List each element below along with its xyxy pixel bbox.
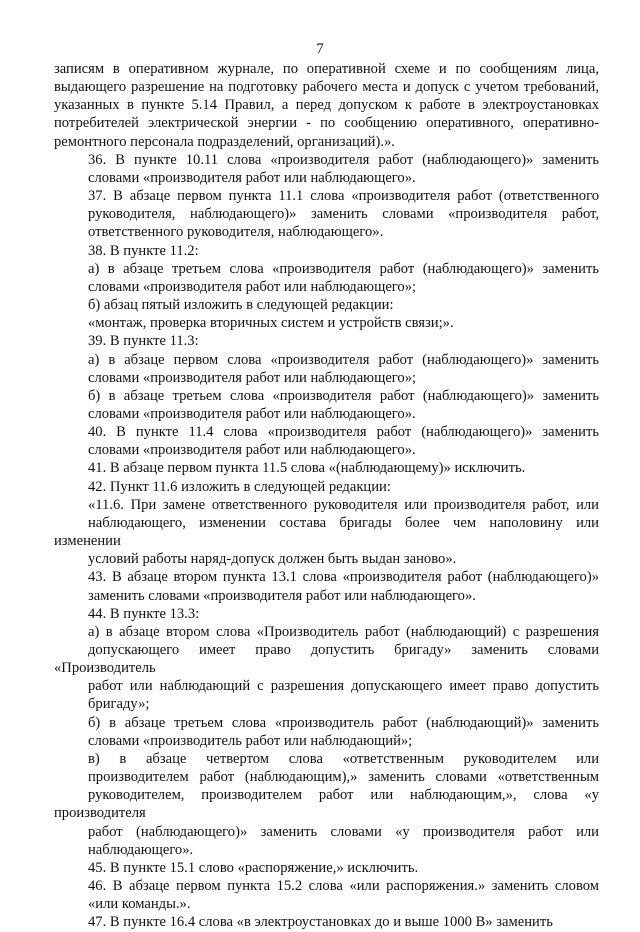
text-line: 43. В абзаце втором пункта 13.1 слова «производителя работ (наблюдающего)» bbox=[88, 569, 599, 586]
document-body bbox=[54, 60, 599, 932]
text-line: условий работы наряд-допуск должен быть выдан заново». bbox=[88, 551, 457, 568]
paragraph bbox=[54, 314, 599, 332]
paragraph bbox=[54, 459, 599, 477]
paragraph bbox=[54, 859, 599, 877]
text-line: записям в оперативном журнале, по оперативной схеме и по сообщениям лица, bbox=[54, 61, 599, 77]
text-line: наблюдающего, изменении состава бригады более чем наполовину или изменении bbox=[54, 514, 599, 550]
text-line: словами «производитель работ или наблюдающий»; bbox=[88, 732, 413, 749]
text-line: 37. В абзаце первом пункта 11.1 слова «производителя работ (ответственного bbox=[88, 188, 599, 205]
paragraph bbox=[54, 187, 599, 241]
text-line: а) в абзаце третьем слова «производителя работ (наблюдающего)» заменить bbox=[88, 260, 599, 277]
paragraph bbox=[54, 623, 599, 714]
text-line: заменить словами «производителя работ или наблюдающего». bbox=[88, 587, 476, 604]
text-line: бригаду»; bbox=[88, 696, 150, 713]
text-line: руководителя, наблюдающего)» заменить словами «производителя работ, bbox=[88, 206, 599, 223]
text-line: словами «производителя работ или наблюдающего». bbox=[88, 169, 416, 186]
paragraph bbox=[54, 387, 599, 423]
paragraph bbox=[54, 913, 599, 931]
paragraph bbox=[54, 496, 599, 569]
text-line: словами «производителя работ или наблюдающего»; bbox=[88, 369, 417, 386]
text-line: а) в абзаце первом слова «производителя работ (наблюдающего)» заменить bbox=[88, 351, 599, 368]
paragraph bbox=[54, 750, 599, 859]
text-line: словами «производителя работ или наблюдающего». bbox=[88, 442, 416, 459]
text-line: 39. В пункте 11.3: bbox=[88, 333, 199, 350]
paragraph bbox=[54, 151, 599, 187]
text-line: ответственного руководителя, наблюдающего». bbox=[88, 224, 384, 241]
text-line: потребителей электрической энергии - по сообщению оперативного, оперативно- bbox=[54, 115, 599, 132]
text-line: 45. В пункте 15.1 слово «распоряжение,» исключить. bbox=[88, 859, 419, 876]
paragraph bbox=[54, 260, 599, 296]
paragraph bbox=[54, 877, 599, 913]
paragraph bbox=[54, 351, 599, 387]
text-line: 44. В пункте 13.3: bbox=[88, 605, 200, 622]
text-line: выдающего разрешение на подготовку рабочего места и допуск с учетом требований, bbox=[54, 79, 599, 96]
text-line: ремонтного персонала подразделений, организаций).». bbox=[54, 133, 395, 150]
paragraph bbox=[54, 478, 599, 496]
text-line: руководителем, производителем работ или наблюдающим,», слова «у производителя bbox=[54, 787, 599, 822]
text-line: 38. В пункте 11.2: bbox=[88, 242, 199, 259]
paragraph bbox=[54, 714, 599, 750]
text-line: а) в абзаце втором слова «Производитель работ (наблюдающий) с разрешения bbox=[88, 623, 599, 640]
text-line: работ или наблюдающий с разрешения допускающего имеет право допустить bbox=[88, 678, 599, 695]
paragraph bbox=[54, 332, 599, 350]
text-line: 47. В пункте 16.4 слова «в электроустановках до и выше 1000 В» заменить bbox=[88, 914, 553, 931]
text-line: наблюдающего». bbox=[88, 841, 194, 858]
paragraph bbox=[54, 242, 599, 260]
text-line: б) абзац пятый изложить в следующей редакции: bbox=[88, 297, 394, 314]
text-line: б) в абзаце третьем слова «производителя работ (наблюдающего)» заменить bbox=[88, 387, 599, 404]
text-line: «монтаж, проверка вторичных систем и устройств связи;». bbox=[88, 315, 454, 332]
text-line: 41. В абзаце первом пункта 11.5 слова «(наблюдающему)» исключить. bbox=[88, 460, 526, 477]
text-line: словами «производителя работ или наблюдающего»; bbox=[88, 278, 417, 295]
text-line: «или команды.». bbox=[88, 896, 191, 913]
text-line: словами «производителя работ или наблюдающего». bbox=[88, 405, 416, 422]
paragraph bbox=[54, 568, 599, 604]
text-line: в) в абзаце четвертом слова «ответственным руководителем или bbox=[88, 750, 599, 767]
paragraph bbox=[54, 605, 599, 623]
paragraph bbox=[54, 60, 599, 151]
text-line: допускающего имеет право допустить бригаду» заменить словами «Производитель bbox=[54, 642, 599, 677]
text-line: 46. В абзаце первом пункта 15.2 слова «или распоряжения.» заменить словом bbox=[88, 878, 599, 895]
text-line: 42. Пункт 11.6 изложить в следующей редакции: bbox=[88, 478, 391, 495]
page-number: 7 bbox=[316, 41, 324, 57]
text-line: указанных в пункте 5.14 Правил, а перед допуском к работе в электроустановках bbox=[54, 97, 599, 114]
text-line: 36. В пункте 10.11 слова «производителя работ (наблюдающего)» заменить bbox=[88, 151, 599, 168]
text-line: работ (наблюдающего)» заменить словами «у производителя работ или bbox=[88, 823, 599, 840]
paragraph bbox=[54, 296, 599, 314]
text-line: 40. В пункте 11.4 слова «производителя работ (наблюдающего)» заменить bbox=[88, 424, 599, 441]
text-line: «11.6. При замене ответственного руководителя или производителя работ, или bbox=[88, 496, 599, 513]
text-line: б) в абзаце третьем слова «производитель работ (наблюдающий)» заменить bbox=[88, 714, 599, 731]
text-line: производителем работ (наблюдающим),» заменить словами «ответственным bbox=[88, 769, 599, 786]
paragraph bbox=[54, 423, 599, 459]
